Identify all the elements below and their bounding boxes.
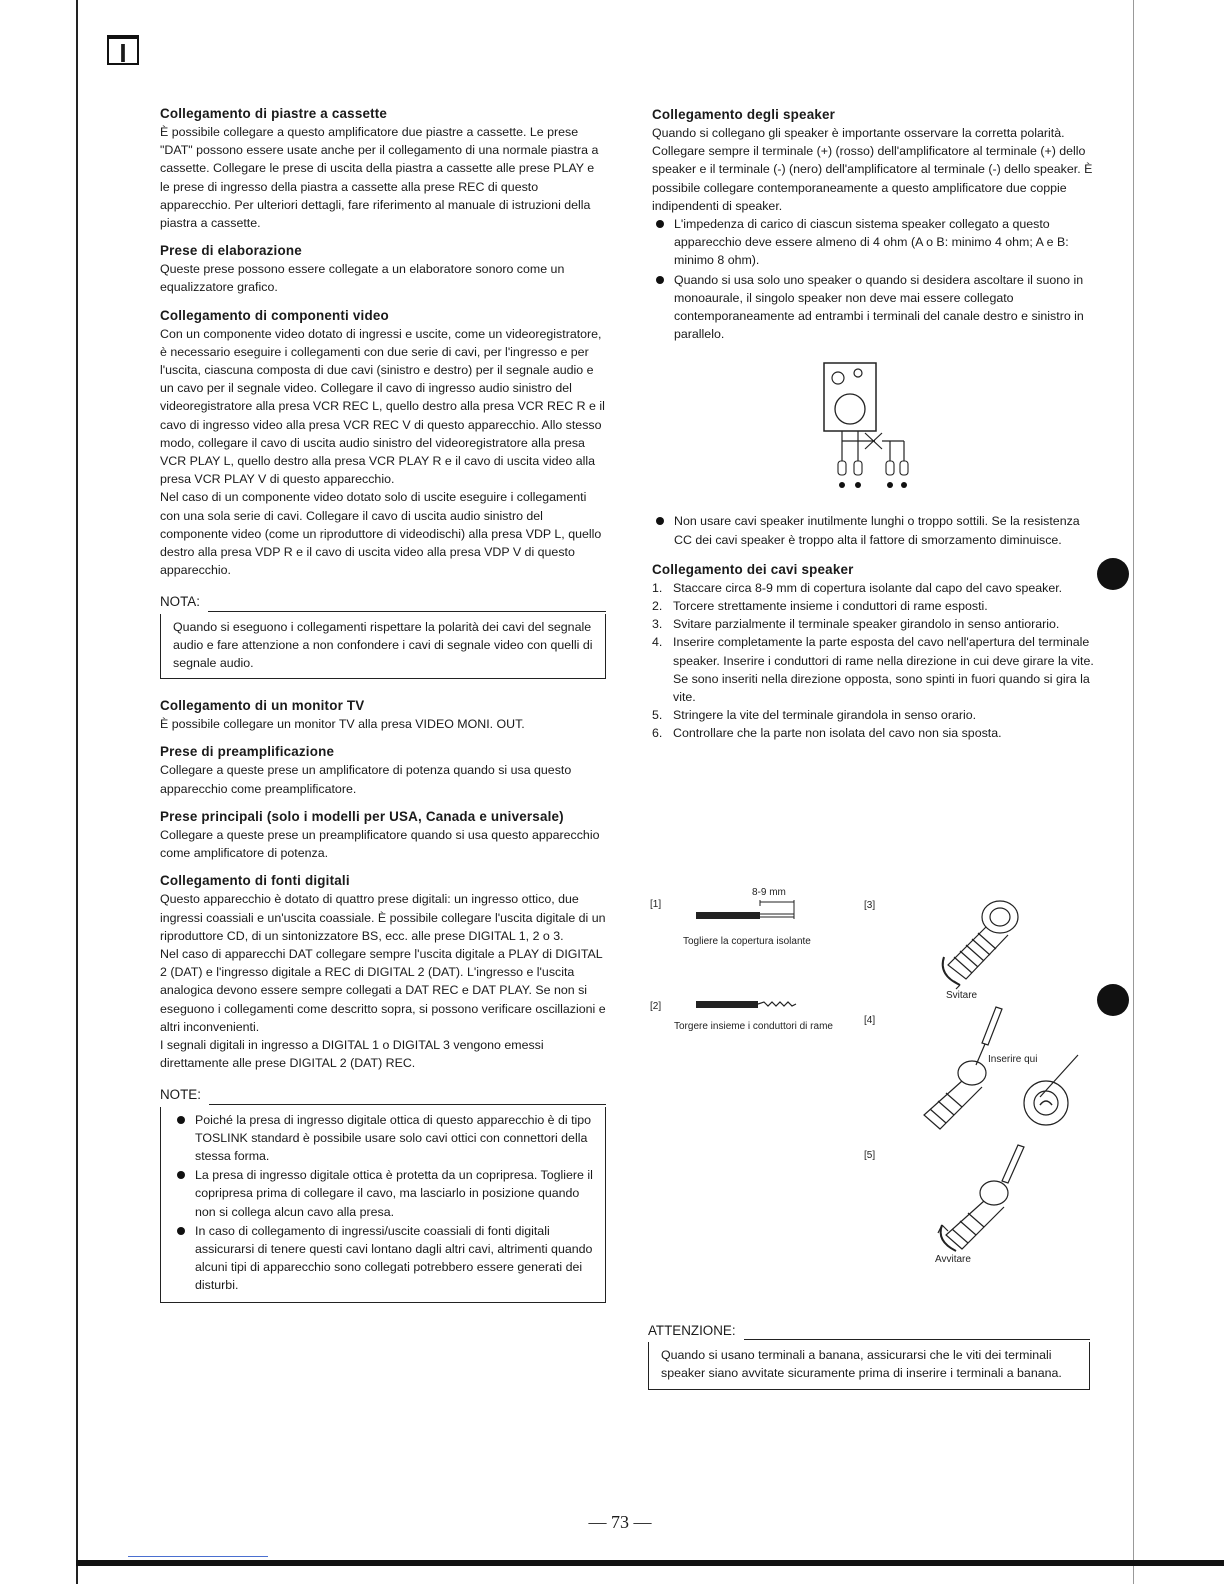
insert-wire-figure <box>910 1005 1080 1140</box>
page-edge-left <box>76 0 78 1584</box>
step-item: 6. Controllare che la parte non isolata del cavo non sia sposta. <box>652 726 1002 741</box>
page-edge-right <box>1133 0 1134 1584</box>
section-digital <box>160 872 606 1072</box>
section-body: È possibile collegare un monitor TV alla presa VIDEO MONI. OUT. <box>160 717 525 732</box>
step-item: 4. Inserire completamente la parte esposta del cavo nell'apertura del terminale speaker. Inserire i conduttori di rame nella direzione in cui deve girare la vite. Se sono inseriti nella direzione opposta, sono spinti in fuori quando si gira la vite. <box>652 635 1094 705</box>
step-item: 1. Staccare circa 8-9 mm di copertura isolante dal capo del cavo speaker. <box>652 580 1063 595</box>
speaker-diagram <box>820 361 940 506</box>
note-heading <box>160 1086 606 1104</box>
figure-caption-2: Torgere insieme i conduttori di rame <box>674 1021 833 1032</box>
section-title: Collegamento di piastre a cassette <box>160 106 388 121</box>
twisted-wire-figure <box>694 998 804 1012</box>
attenzione-heading <box>648 1322 1090 1340</box>
tweeter <box>832 372 844 384</box>
unscrew-terminal-figure <box>930 895 1030 990</box>
section-title: Collegamento dei cavi speaker <box>652 561 854 577</box>
figure-caption-3: Svitare <box>946 990 978 1001</box>
attenzione-box <box>648 1342 1090 1389</box>
section-video <box>160 307 606 580</box>
stripped-wire-figure <box>690 898 800 928</box>
punch-hole <box>1097 558 1129 590</box>
wiring-steps <box>652 579 1098 743</box>
note-item: In caso di collegamento di ingressi/uscite coassiali di fonti digitali assicurarsi di tenere questi cavi lontano dagli altri cavi, altrimenti quando alcuni tipi di apparecchio sono collegati potrebbero essere generati dei disturbi. <box>173 1222 593 1295</box>
bullet-item: L'impedenza di carico di ciascun sistema speaker collegato a questo apparecchio deve essere almeno di 4 ohm (A o B: minimo 4 ohm; A e B: minimo 8 ohm). <box>652 215 1098 270</box>
nota-text: Quando si eseguono i collegamenti rispettare la polarità dei cavi del segnale audio e fare attenzione a non confondere i cavi di segnale video con quelli di segnale audio. <box>173 619 593 671</box>
right-column <box>652 106 1098 743</box>
section-title: Collegamento di un monitor TV <box>160 698 365 714</box>
figure-caption-5: Avvitare <box>935 1254 971 1265</box>
section-title: Collegamento di fonti digitali <box>160 873 350 889</box>
speaker-cabinet <box>824 363 876 431</box>
figure-caption-4: Inserire qui <box>988 1054 1038 1065</box>
section-body: Collegare a queste prese un amplificatore di potenza quando si usa questo apparecchio come preamplificatore. <box>160 763 572 796</box>
section-body: Questo apparecchio è dotato di quattro prese digitali: un ingresso ottico, due ingressi coassiali e un'uscita coassiale. È possibile collegare l'uscita digitale di un riproduttore CD, di un sintonizzatore BS, ecc. alle prese DIGITAL 1, 2 o 3. <box>160 892 606 943</box>
note-item: Poiché la presa di ingresso digitale ottica di questo apparecchio è di tipo TOSLINK standard è possibile usare solo cavi ottici con connettori della stessa forma. <box>173 1111 593 1166</box>
section-wiring <box>652 561 1098 743</box>
left-column <box>160 105 606 1321</box>
attenzione-text: Quando si usano terminali a banana, assicurarsi che le viti dei terminali speaker siano avvitate sicuramente prima di inserire i terminali a banana. <box>661 1348 1062 1381</box>
section-title: Collegamento di componenti video <box>160 307 389 323</box>
section-body: Queste prese possono essere collegate a un elaboratore sonoro come un equalizzatore grafico. <box>160 262 565 295</box>
note-box <box>160 1107 606 1303</box>
section-speakers <box>652 106 1098 343</box>
figure-label-4: [4] <box>864 1015 876 1026</box>
terminals <box>838 461 908 475</box>
section-body: Quando si collegano gli speaker è importante osservare la corretta polarità. Collegare sempre il terminale (+) (rosso) dell'amplificatore al terminale (+) dello speaker e il terminale (-) (nero) dell'amplificatore al terminale (-) dello speaker. È possibile collegare contemporaneamente a questo amplificatore due coppie indipendenti di speaker. <box>652 126 1093 213</box>
section-monitor <box>160 697 606 733</box>
step-item: 5. Stringere la vite del terminale girandola in senso orario. <box>652 708 977 723</box>
section-body-3: I segnali digitali in ingresso a DIGITAL 1 o DIGITAL 3 vengono emessi direttamente alle prese DIGITAL 2 (DAT) REC. <box>160 1037 544 1071</box>
section-processor <box>160 242 606 296</box>
figure-label-3: [3] <box>864 900 876 911</box>
figure-label-2: [2] <box>650 1001 662 1012</box>
speaker-bullet-3 <box>652 512 1098 548</box>
section-body-2: Nel caso di un componente video dotato solo di uscite eseguire i collegamenti con una sola serie di cavi. Collegare il cavo di uscita audio sinistro del componente video (come un riproduttore di videodischi) alla presa VDP L, quello destro alla presa VDP R e il cavo di uscita video alla presa VDP V di questo apparecchio. <box>160 490 602 578</box>
section-body: Collegare a queste prese un preamplificatore quando si usa questo apparecchio come amplificatore di potenza. <box>160 827 600 861</box>
note-list <box>173 1111 593 1295</box>
section-body-2: Nel caso di apparecchi DAT collegare sempre l'uscita digitale a PLAY di DIGITAL 2 (DAT) e l'ingresso digitale a REC di DIGITAL 2 (DAT). L'ingresso e l'uscita analogica devono essere sempre collegati a DAT REC e DAT PLAY. Se non si eseguono i collegamenti come descritto sopra, si possono verificare oscillazioni e altri inconvenienti. <box>160 946 606 1034</box>
section-main <box>160 808 606 862</box>
nota-label: NOTA: <box>160 594 200 610</box>
screw-terminal-figure <box>930 1143 1030 1253</box>
scan-mark <box>128 1556 268 1557</box>
bullet-item: Quando si usa solo uno speaker o quando si desidera ascoltare il suono in monoaurale, il singolo speaker non deve mai essere collegato contemporaneamente ad entrambi i terminali del canale destro e sinistro in parallelo. <box>652 271 1098 344</box>
section-body: È possibile collegare a questo amplificatore due piastre a cassette. Le prese "DAT" possono essere usate anche per il collegamento di una normale piastra a cassette. Collegare le prese di uscita della piastra a cassette alle prese PLAY e le prese di ingresso della piastra a cassette alla prese REC di questo apparecchio. Per ulteriori dettagli, fare riferimento al manuale di istruzioni della piastra a cassette. <box>160 125 599 231</box>
figure-label-1: [1] <box>650 899 662 910</box>
language-mark: I <box>107 35 139 65</box>
tweeter-small <box>854 369 862 377</box>
figure-caption-1: Togliere la copertura isolante <box>683 936 811 947</box>
bullet-item: Non usare cavi speaker inutilmente lunghi o troppo sottili. Se la resistenza CC dei cavi speaker è troppo alta il fattore di smorzamento diminuisce. <box>652 512 1098 548</box>
speaker-bullets <box>652 215 1098 343</box>
figure-label-mm: 8-9 mm <box>752 887 786 898</box>
section-title: Collegamento degli speaker <box>652 107 836 122</box>
nota-heading <box>160 593 606 611</box>
section-title: Prese di preamplificazione <box>160 744 335 760</box>
section-title: Prese di elaborazione <box>160 243 302 259</box>
section-cassette <box>160 105 606 232</box>
step-item: 3. Svitare parzialmente il terminale speaker girandolo in senso antiorario. <box>652 617 1060 632</box>
step-item: 2. Torcere strettamente insieme i conduttori di rame esposti. <box>652 599 988 614</box>
page-edge-bottom <box>76 1560 1224 1566</box>
attenzione-block <box>648 1322 1090 1408</box>
note-item: La presa di ingresso digitale ottica è protetta da un copripresa. Togliere il copripresa prima di collegare il cavo, ma lasciarlo in posizione quando non si collega alcun cavo alla presa. <box>173 1166 593 1221</box>
figure-label-5: [5] <box>864 1150 876 1161</box>
punch-hole <box>1097 984 1129 1016</box>
section-body: Con un componente video dotato di ingressi e uscite, come un videoregistratore, è necessario eseguire i collegamenti con due serie di cavi, per l'ingresso e per l'uscita, ciascuna composta di due cavi (sinistro e destro) per il segnale audio e un cavo per il segnale video. Collegare il cavo di ingresso audio sinistro del videoregistratore alla presa VCR REC L, quello destro alla presa VCR REC R e il cavo di ingresso video alla presa VCR REC V di questo apparecchio. Allo stesso modo, collegare il cavo di uscita audio sinistro del videoregistratore alla presa VCR PLAY L, quello destro alla presa VCR PLAY R e il cavo di uscita video alla presa VCR PLAY V di questo apparecchio. <box>160 326 605 487</box>
section-title: Prese principali (solo i modelli per USA, Canada e universale) <box>160 808 564 824</box>
nota-box <box>160 614 606 680</box>
attenzione-label: ATTENZIONE: <box>648 1323 736 1338</box>
page-number: — 73 — <box>588 1512 652 1532</box>
terminal-dots <box>839 482 907 488</box>
note-label: NOTE: <box>160 1087 201 1103</box>
section-preamp <box>160 743 606 797</box>
woofer <box>835 394 865 424</box>
